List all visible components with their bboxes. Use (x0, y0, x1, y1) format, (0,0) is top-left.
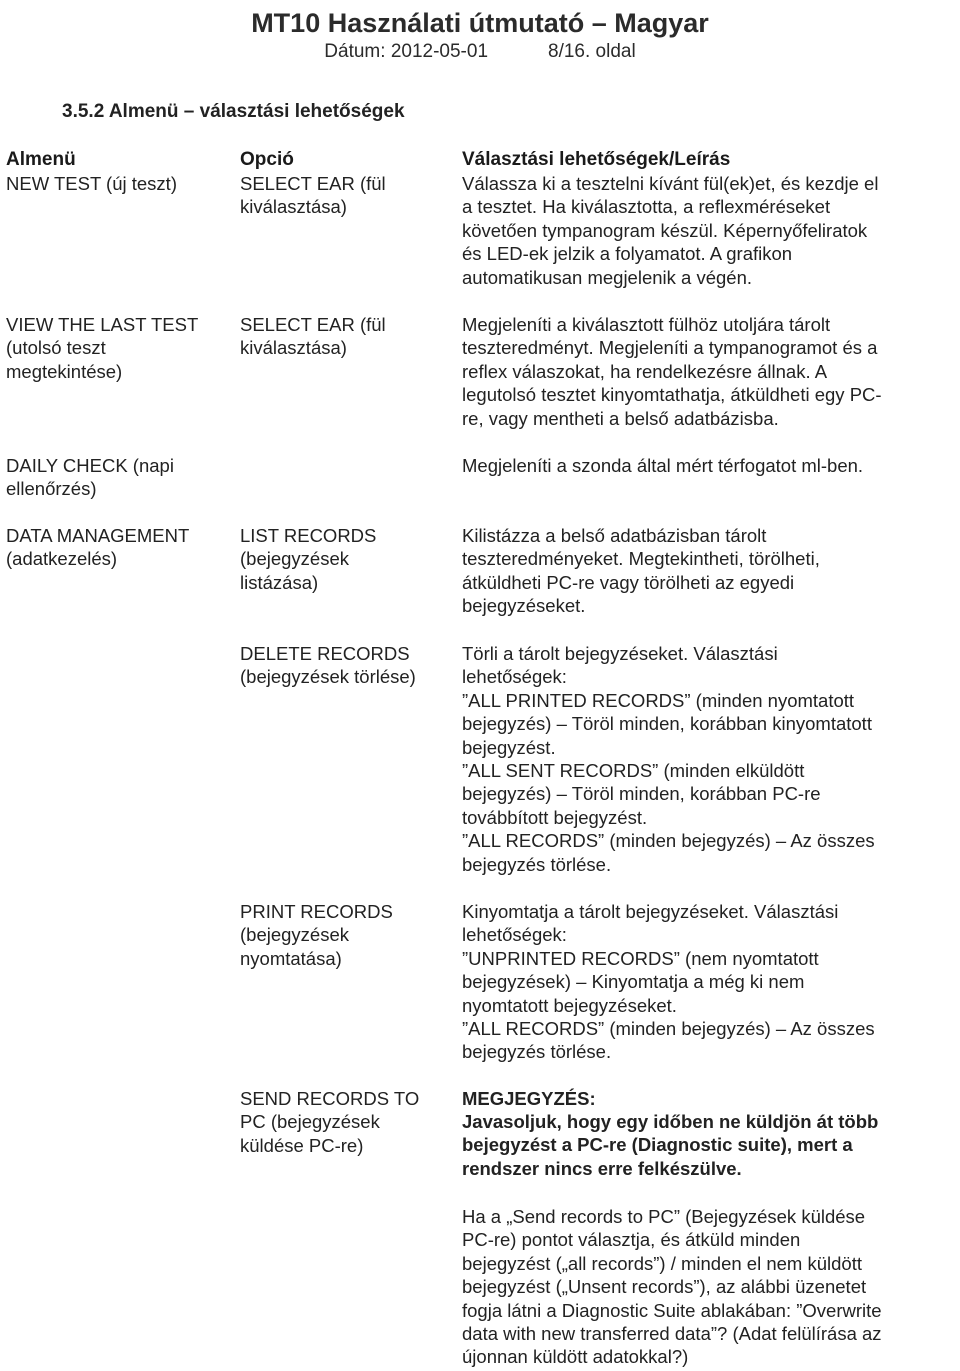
text-line: Javasoljuk, hogy egy időben ne küldjön át több (462, 1111, 879, 1132)
text-line: SELECT EAR (fül (240, 173, 386, 194)
text-line: SEND RECORDS TO (240, 1088, 420, 1109)
text-line: kiválasztása) (240, 196, 347, 218)
text-line: és LED-ek jelzik a folyamatot. A grafikon (462, 243, 793, 265)
text-line: rendszer nincs erre felkészülve. (462, 1157, 742, 1179)
text-line: ellenőrzés) (6, 478, 97, 500)
desc-delete-records (462, 642, 932, 876)
text-line: újonnan küldött adatokkal?) (462, 1346, 689, 1368)
page-number: 8/16. oldal (548, 41, 636, 62)
menu-data-management (6, 524, 231, 571)
text-line: ”ALL PRINTED RECORDS” (minden nyomtatott (462, 689, 855, 711)
option-view-last-select-ear (240, 313, 450, 360)
text-line: (bejegyzések (240, 924, 350, 946)
text-line: fogja látni a Diagnostic Suite ablakában: ”Overwrite (462, 1299, 882, 1321)
document-title: MT10 Használati útmutató – Magyar (251, 8, 709, 38)
text-line: reflex válaszokat, ha rendelkezésre állnak. A (462, 360, 828, 382)
desc-view-last-test (462, 313, 932, 430)
text-line: Megjeleníti a kiválasztott fülhöz utoljára tárolt (462, 314, 831, 335)
text-line: bejegyzés) – Töröl minden, korábban kinyomtatott (462, 713, 872, 735)
text-line: DAILY CHECK (napi (6, 455, 174, 476)
text-line: bejegyzés törlése. (462, 1041, 612, 1063)
text-line: ”UNPRINTED RECORDS” (nem nyomtatott (462, 947, 819, 969)
text-line: (bejegyzések (240, 548, 350, 570)
text-line: küldése PC-re) (240, 1134, 364, 1156)
column-header-menu: Almenü (6, 149, 76, 170)
menu-new-test (6, 172, 231, 195)
menu-daily-check (6, 454, 231, 501)
text-line: bejegyzést a PC-re (Diagnostic suite), mert a (462, 1134, 853, 1156)
text-line: kiválasztása) (240, 337, 347, 359)
text-line: ”ALL RECORDS” (minden bejegyzés) – Az összes (462, 830, 875, 852)
desc-print-records (462, 900, 932, 1064)
text-line: nyomtatott bejegyzéseket. (462, 994, 677, 1016)
text-line: PC (bejegyzések (240, 1111, 380, 1133)
text-line: bejegyzést („Unsent records”), az alábbi üzenetet (462, 1276, 867, 1298)
text-line: továbbított bejegyzést. (462, 806, 648, 828)
text-line: Megjeleníti a szonda által mért térfogatot ml-ben. (462, 455, 864, 476)
text-line: Törli a tárolt bejegyzéseket. Választási (462, 643, 778, 664)
text-line: (bejegyzések törlése) (240, 666, 416, 688)
text-line: data with new transferred data”? (Adat felülírása az (462, 1323, 882, 1345)
option-new-test-select-ear (240, 172, 450, 219)
text-line: PRINT RECORDS (240, 901, 393, 922)
text-line: megtekintése) (6, 360, 123, 382)
text-line: teszteredményeket. Megtekintheti, törölheti, (462, 548, 820, 570)
text-line: bejegyzés) – Töröl minden, korábban PC-re (462, 783, 821, 805)
desc-send-records (462, 1205, 932, 1369)
document-date: Dátum: 2012-05-01 (324, 41, 489, 62)
text-line: lehetőségek: (462, 666, 567, 688)
text-line: bejegyzést („all records”) / minden el nem küldött (462, 1252, 862, 1274)
option-print-records (240, 900, 450, 970)
text-line: ”ALL SENT RECORDS” (minden elküldött (462, 760, 805, 782)
text-line: VIEW THE LAST TEST (6, 314, 199, 335)
option-list-records (240, 524, 450, 594)
text-line: bejegyzés törlése. (462, 853, 612, 875)
text-line: a tesztet. Ha kiválasztotta, a reflexméréseket (462, 196, 831, 218)
text-line: listázása) (240, 571, 319, 593)
text-line: (adatkezelés) (6, 548, 118, 570)
text-line: teszteredményt. Megjeleníti a tympanogramot és a (462, 337, 878, 359)
column-header-choices: Választási lehetőségek/Leírás (462, 149, 731, 170)
document-header (0, 8, 960, 64)
text-line: követően tympanogram készül. Képernyőfeliratok (462, 219, 868, 241)
section-heading: 3.5.2 Almenü – választási lehetőségek (62, 101, 405, 122)
text-line: automatikusan megjelenik a végén. (462, 266, 753, 288)
option-send-records (240, 1087, 450, 1157)
desc-new-test (462, 172, 932, 289)
text-line: LIST RECORDS (240, 525, 377, 546)
text-line: SELECT EAR (fül (240, 314, 386, 335)
text-line: Kinyomtatja a tárolt bejegyzéseket. Választási (462, 901, 839, 922)
text-line: bejegyzést. (462, 736, 556, 758)
text-line: Válassza ki a tesztelni kívánt fül(ek)et, és kezdje el (462, 173, 879, 194)
text-line: nyomtatása) (240, 947, 342, 969)
text-line: ”ALL RECORDS” (minden bejegyzés) – Az összes (462, 1018, 875, 1040)
text-line: DELETE RECORDS (240, 643, 410, 664)
text-line: átküldheti PC-re vagy törölheti az egyedi (462, 571, 795, 593)
text-line: legutolsó tesztet kinyomtathatja, átküldheti egy PC- (462, 384, 882, 406)
menu-view-last-test (6, 313, 231, 383)
option-delete-records (240, 642, 450, 689)
note-send-records (462, 1110, 932, 1180)
column-header-option: Opció (240, 149, 294, 170)
desc-daily-check (462, 454, 932, 477)
text-line: Ha a „Send records to PC” (Bejegyzések küldése (462, 1206, 866, 1227)
desc-list-records (462, 524, 932, 618)
note-title: MEGJEGYZÉS: (462, 1088, 596, 1109)
document-subtitle (0, 40, 960, 64)
text-line: NEW TEST (új teszt) (6, 173, 177, 194)
text-line: (utolsó teszt (6, 337, 106, 359)
text-line: Kilistázza a belső adatbázisban tárolt (462, 525, 767, 546)
text-line: PC-re) pontot választja, és átküld minden (462, 1229, 801, 1251)
text-line: DATA MANAGEMENT (6, 525, 190, 546)
text-line: bejegyzések) – Kinyomtatja a még ki nem (462, 971, 805, 993)
text-line: re, vagy mentheti a belső adatbázisba. (462, 407, 779, 429)
text-line: bejegyzéseket. (462, 595, 586, 617)
text-line: lehetőségek: (462, 924, 567, 946)
